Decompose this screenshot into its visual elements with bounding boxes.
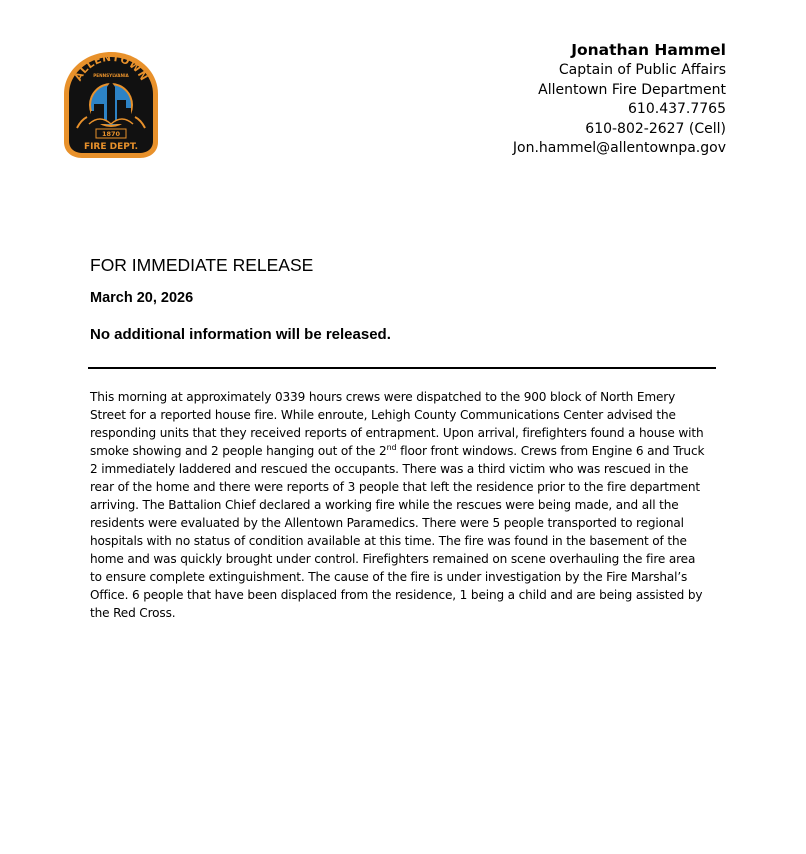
body-text-part-1: This morning at approximately 0339 hours crews were dispatched to the 900 block of North Emery Street for a reported house fire. While enroute, Lehigh County Communications Center advised the responding units that they received reports of entrapment. Upon arrival, firefighters found a house with smoke showing and 2 people hanging out of the 2 [90,390,704,458]
contact-phone: 610.437.7765 [628,101,726,117]
contact-cell: 610-802-2627 (Cell) [585,120,726,137]
contact-block [513,40,726,159]
release-notice: No additional information will be released. [90,326,391,343]
contact-email[interactable]: Jon.hammel@allentownpa.gov [512,140,726,156]
contact-name: Jonathan Hammel [571,41,726,59]
logo-year-text: 1870 [101,130,121,138]
release-date: March 20, 2026 [90,290,194,306]
contact-title: Captain of Public Affairs [558,62,726,78]
contact-department: Allentown Fire Department [538,81,726,98]
fire-department-logo [60,50,162,162]
logo-top-text: ALLENTOWN [72,51,150,84]
section-divider [88,367,716,369]
release-label: FOR IMMEDIATE RELEASE [90,255,314,275]
body-text-part-2: floor front windows. Crews from Engine 6 and Truck 2 immediately laddered and rescued the occupants. There was a third victim who was rescued in the rear of the home and there were reports of 3 people that left the residence prior to the fire department arriving. The Battalion Chief declared a working fire while the rescues were being made, and all the residents were evaluated by the Allentown Paramedics. There were 5 people transported to regional hospitals with no status of condition available at this time. The fire was found in the basement of the home and was quickly brought under control. Firefighters remained on scene overhauling the fire area to ensure complete extinguishment. The cause of the fire is under investigation by the Fire Marshal’s Office. 6 people that have been displaced from the residence, 1 being a child and are being assisted by the Red Cross. [90,444,705,620]
logo-state-text: PENNSYLVANIA [93,73,129,78]
fire-badge-icon [60,50,162,162]
body-superscript: nd [386,442,397,452]
logo-bottom-text: FIRE DEPT. [83,142,139,152]
press-release-body [90,388,730,622]
